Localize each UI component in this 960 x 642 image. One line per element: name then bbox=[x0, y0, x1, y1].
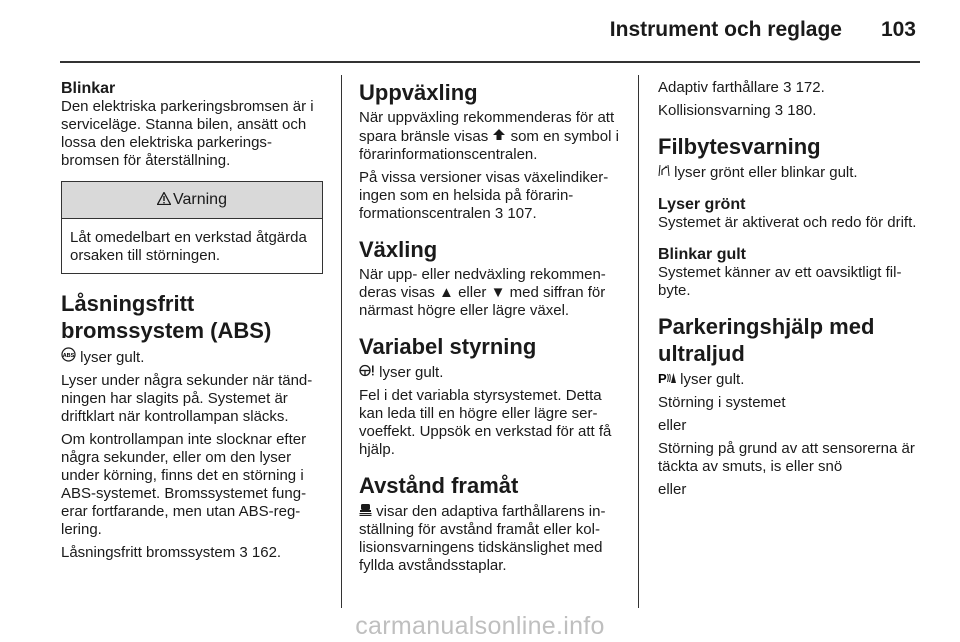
up-arrow-icon: ▲ bbox=[439, 284, 454, 301]
lane-change-icon bbox=[658, 163, 670, 181]
blinkar-gult-heading: Blinkar gult bbox=[658, 246, 747, 263]
lyser-gront-heading: Lyser grönt bbox=[658, 196, 746, 213]
vaxling-text-a: När upp- eller nedväxling rekommenderas visas bbox=[359, 266, 606, 301]
column-2 bbox=[359, 79, 623, 580]
parking-assist-icon bbox=[658, 370, 676, 388]
abs-text-1: lyser gult. bbox=[80, 349, 145, 366]
warning-box bbox=[61, 181, 323, 274]
section-title: Instrument och reglage bbox=[609, 18, 842, 41]
svg-text:ABS: ABS bbox=[62, 353, 75, 359]
parkeringshjalp-text-2: Störning i systemet bbox=[658, 394, 786, 411]
filbytesvarning-text-body: lyser grönt eller blinkar gult. bbox=[674, 164, 858, 181]
vaxling-text bbox=[359, 266, 623, 320]
warning-icon bbox=[157, 192, 171, 209]
avstand-framat-heading: Avstånd framåt bbox=[359, 473, 519, 498]
variabel-styrning-text-1: lyser gult. bbox=[379, 364, 444, 381]
abs-text-3: Om kontrollampan inte slocknar efter några sekunder, eller om den lyser under körning, finns det en störning i ABS-systemet. Bromssystemet fungerar fortfarande, men utan ABS-reglering. bbox=[61, 431, 307, 538]
page-number: 103 bbox=[880, 18, 916, 41]
parkeringshjalp-heading: Parkeringshjälp med ultraljud bbox=[658, 314, 875, 366]
abs-text-2: Lyser under några sekunder när tändningen har slagits på. Systemet är driftklart när kontrollampan släcks. bbox=[61, 372, 313, 425]
avstand-framat-text bbox=[359, 502, 623, 575]
lyser-gront-text: Systemet är aktiverat och redo för drift. bbox=[658, 214, 917, 231]
parkeringshjalp-text-3: eller bbox=[658, 417, 687, 434]
blinkar-text: Den elektriska parkeringsbromsen är i serviceläge. Stanna bilen, ansätt och lossa den elektriska parkeringsbromsen för återställning. bbox=[61, 98, 314, 169]
uppvaxling-text-2: På vissa versioner visas växelindikeringen som en helsida på förarinformationscentralen 3 107. bbox=[359, 169, 609, 222]
abs-heading: Låsningsfritt bromssystem (ABS) bbox=[61, 291, 272, 343]
page-header bbox=[0, 0, 960, 62]
warning-title: Varning bbox=[173, 191, 227, 208]
parkeringshjalp-text-1: lyser gult. bbox=[680, 371, 745, 388]
warning-header bbox=[62, 182, 322, 219]
filbytesvarning-text bbox=[658, 163, 920, 182]
svg-text:P: P bbox=[658, 371, 667, 384]
variabel-styrning-line-1 bbox=[359, 363, 623, 382]
vaxling-text-b: med siffran för närmast högre eller lägre växel. bbox=[359, 284, 606, 319]
column-divider-2 bbox=[638, 75, 639, 608]
uppvaxling-heading: Uppväxling bbox=[359, 80, 478, 105]
header-rule bbox=[60, 61, 920, 63]
down-arrow-icon: ▼ bbox=[490, 284, 506, 301]
filbytesvarning-heading: Filbytesvarning bbox=[658, 134, 821, 159]
uppvaxling-text-1 bbox=[359, 109, 623, 164]
steering-icon bbox=[359, 363, 375, 381]
vaxling-text-or: eller bbox=[458, 284, 487, 301]
parkeringshjalp-text-5: eller bbox=[658, 481, 687, 498]
uppvaxling-text-1a: När uppväxling rekommenderas för att spara bränsle visas bbox=[359, 109, 615, 145]
watermark: carmanualsonline.info bbox=[355, 612, 605, 640]
parkeringshjalp-text-4: Störning på grund av att sensorerna är täckta av smuts, is eller snö bbox=[658, 440, 915, 475]
upshift-icon bbox=[492, 127, 506, 145]
reference-collision-warning: Kollisionsvarning 3 180. bbox=[658, 102, 817, 119]
variabel-styrning-heading: Variabel styrning bbox=[359, 334, 537, 359]
blinkar-gult-text: Systemet känner av ett oavsiktligt filbyte. bbox=[658, 264, 902, 299]
column-3 bbox=[658, 79, 920, 504]
avstand-framat-text-body: visar den adaptiva farthållarens inställning för avstånd framåt eller kollisionsvarningens tidskänslighet med fyllda avståndsstaplar. bbox=[359, 503, 606, 574]
column-1 bbox=[61, 79, 323, 567]
abs-line-1 bbox=[61, 347, 323, 367]
vaxling-heading: Växling bbox=[359, 237, 438, 262]
column-divider-1 bbox=[341, 75, 342, 608]
blinkar-heading: Blinkar bbox=[61, 80, 116, 97]
warning-body: Låt omedelbart en verkstad åtgärda orsaken till störningen. bbox=[70, 229, 307, 264]
abs-icon bbox=[61, 347, 76, 366]
reference-adaptive-cruise: Adaptiv farthållare 3 172. bbox=[658, 79, 825, 96]
abs-reference: Låsningsfritt bromssystem 3 162. bbox=[61, 544, 282, 561]
vehicle-ahead-icon bbox=[359, 502, 372, 520]
parkeringshjalp-line-1 bbox=[658, 370, 920, 389]
variabel-styrning-text-2: Fel i det variabla styrsystemet. Detta kan leda till en högre eller lägre servoeffekt. Uppsök en verkstad för att få hjälp. bbox=[359, 387, 612, 458]
uppvaxling-text-1b: som en symbol i förarinformationscentralen. bbox=[359, 128, 619, 163]
